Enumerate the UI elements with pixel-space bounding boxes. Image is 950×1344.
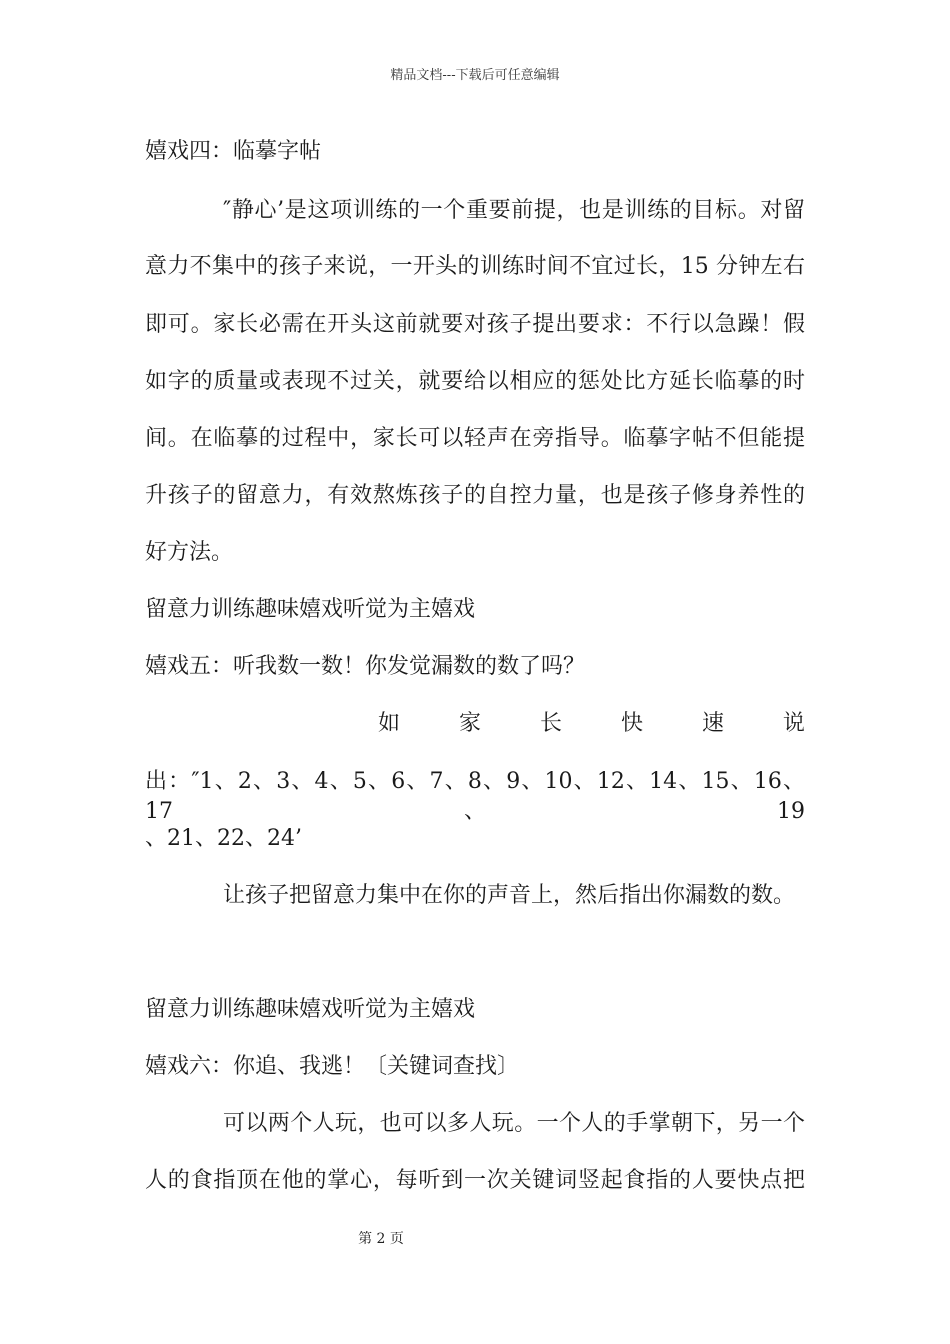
- game4-line-2: 意力不集中的孩子来说，一开头的训练时间不宜过长，15 分钟左右: [145, 254, 805, 279]
- game4-line-6: 升孩子的留意力，有效熬炼孩子的自控力量，也是孩子修身养性的: [145, 483, 805, 508]
- game4-line-4: 如字的质量或表现不过关，就要给以相应的惩处比方延长临摹的时: [145, 369, 805, 394]
- section-title-2: 留意力训练趣味嬉戏听觉为主嬉戏: [145, 997, 476, 1022]
- game4-line-7: 好方法。: [145, 540, 234, 565]
- game5-line-4: 让孩子把留意力集中在你的声音上，然后指出你漏数的数。: [223, 883, 796, 908]
- page-footer: 第 2 页: [358, 1231, 404, 1247]
- spread-char: 家: [458, 711, 481, 736]
- game5-spread-line: [378, 709, 805, 739]
- game4-line-3: 即可。家长必需在开头这前就要对孩子提出要求：不行以急躁！假: [145, 312, 805, 337]
- spread-char: 快: [620, 711, 643, 736]
- game5-title: 嬉戏五：听我数一数！你发觉漏数的数了吗？: [145, 654, 586, 679]
- spread-char: 如: [378, 711, 401, 736]
- section-title-1: 留意力训练趣味嬉戏听觉为主嬉戏: [145, 597, 476, 622]
- spread-char: 速: [701, 711, 724, 736]
- game6-line-2: 人的食指顶在他的掌心，每听到一次关键词竖起食指的人要快点把: [145, 1168, 805, 1193]
- spread-char: 说: [782, 711, 805, 736]
- game6-line-1: 可以两个人玩，也可以多人玩。一个人的手掌朝下，另一个: [223, 1111, 805, 1136]
- spread-char: 长: [539, 711, 562, 736]
- game6-title: 嬉戏六：你追、我逃！〔关键词查找〕: [145, 1054, 520, 1079]
- game4-title: 嬉戏四：临摹字帖: [145, 139, 322, 164]
- game4-line-1: ″静心’是这项训练的一个重要前提，也是训练的目标。对留: [223, 198, 805, 223]
- game4-line-5: 间。在临摹的过程中，家长可以轻声在旁指导。临摹字帖不但能提: [145, 426, 805, 451]
- page-header: 精品文档---下载后可任意编辑: [390, 68, 560, 83]
- game5-line-2: 出：″1、2、3、4、5、6、7、8、9、10、12、14、15、16、17、19: [145, 769, 805, 824]
- game5-line-3: 、21、22、24’: [145, 826, 302, 851]
